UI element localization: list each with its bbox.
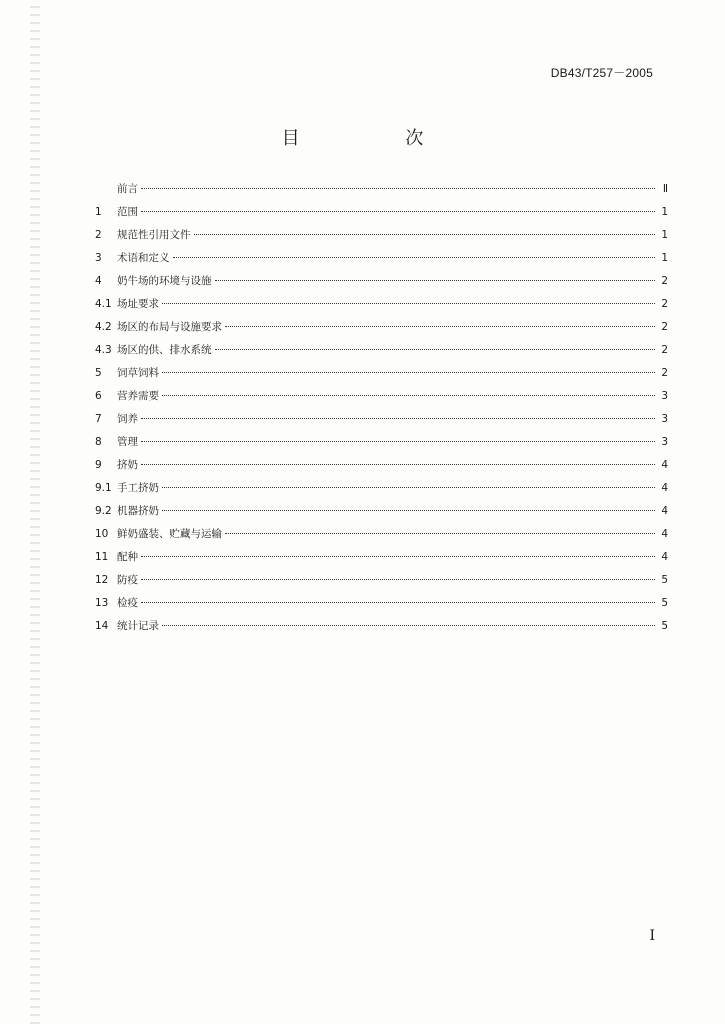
toc-entry-number: 13 <box>95 597 109 609</box>
toc-dot-leader <box>162 303 655 304</box>
standard-code: DB43/T257－2005 <box>550 66 653 80</box>
toc-entry[interactable] <box>95 227 668 250</box>
toc-entry-label: 鲜奶盛装、贮藏与运输 <box>117 528 222 540</box>
toc-entry[interactable] <box>95 549 668 572</box>
toc-entry[interactable] <box>95 342 668 365</box>
toc-entry-label: 奶牛场的环境与设施 <box>117 275 212 287</box>
toc-entry[interactable] <box>95 365 668 388</box>
scan-edge-artifact <box>30 0 40 1024</box>
toc-entry-page: 1 <box>661 206 668 218</box>
toc-dot-leader <box>215 280 656 281</box>
toc-dot-leader <box>141 441 655 442</box>
toc-dot-leader <box>225 326 655 327</box>
toc-entry-number: 4 <box>95 275 102 287</box>
toc-entry-number: 12 <box>95 574 109 586</box>
toc-dot-leader <box>141 556 655 557</box>
toc-title: 目 次 <box>281 128 474 149</box>
toc-dot-leader <box>141 211 655 212</box>
toc-entry-number: 5 <box>95 367 102 379</box>
toc-entry-number: 11 <box>95 551 109 563</box>
toc-entry-page: 4 <box>661 505 668 517</box>
toc-entry-number: 7 <box>95 413 102 425</box>
toc-entry-label: 术语和定义 <box>117 252 170 264</box>
toc-entry-page: 5 <box>661 597 668 609</box>
toc-entry-number: 9.1 <box>95 482 112 494</box>
toc-entry[interactable] <box>95 411 668 434</box>
toc-entry-label: 手工挤奶 <box>117 482 159 494</box>
toc-entry-page: 5 <box>661 574 668 586</box>
toc-entry-number: 1 <box>95 206 102 218</box>
toc-entry-label: 场区的供、排水系统 <box>117 344 212 356</box>
toc-entry-number: 9.2 <box>95 505 112 517</box>
toc-dot-leader <box>162 372 655 373</box>
toc-entry[interactable] <box>95 204 668 227</box>
toc-entry-page: 3 <box>661 390 668 402</box>
toc-entry-page: Ⅱ <box>662 183 668 195</box>
toc-dot-leader <box>173 257 656 258</box>
toc-entry-label: 统计记录 <box>117 620 159 632</box>
toc-dot-leader <box>141 602 655 603</box>
toc-entry-page: 2 <box>661 298 668 310</box>
toc-entry[interactable] <box>95 526 668 549</box>
toc-entry-label: 饲养 <box>117 413 138 425</box>
toc-entry-number: 4.2 <box>95 321 112 333</box>
toc-entry-label: 场址要求 <box>117 298 159 310</box>
table-of-contents <box>95 181 668 641</box>
toc-dot-leader <box>162 487 655 488</box>
toc-entry[interactable] <box>95 296 668 319</box>
toc-entry-page: 5 <box>661 620 668 632</box>
toc-entry-page: 1 <box>661 252 668 264</box>
toc-entry-number: 4.3 <box>95 344 112 356</box>
toc-entry-page: 2 <box>661 367 668 379</box>
toc-entry[interactable] <box>95 434 668 457</box>
toc-entry[interactable] <box>95 250 668 273</box>
toc-entry[interactable] <box>95 388 668 411</box>
toc-entry[interactable] <box>95 181 668 204</box>
toc-dot-leader <box>141 418 655 419</box>
toc-entry-label: 营养需要 <box>117 390 159 402</box>
toc-dot-leader <box>162 625 655 626</box>
toc-entry-page: 1 <box>661 229 668 241</box>
toc-dot-leader <box>194 234 656 235</box>
toc-entry-number: 2 <box>95 229 102 241</box>
toc-entry[interactable] <box>95 480 668 503</box>
toc-dot-leader <box>162 510 655 511</box>
toc-entry-label: 检疫 <box>117 597 138 609</box>
toc-dot-leader <box>141 188 655 189</box>
toc-dot-leader <box>162 395 655 396</box>
toc-entry[interactable] <box>95 595 668 618</box>
toc-entry-page: 4 <box>661 459 668 471</box>
toc-entry[interactable] <box>95 457 668 480</box>
toc-entry-label: 范围 <box>117 206 138 218</box>
toc-entry-page: 3 <box>661 413 668 425</box>
toc-entry[interactable] <box>95 618 668 641</box>
toc-entry-label: 场区的布局与设施要求 <box>117 321 222 333</box>
toc-dot-leader <box>225 533 655 534</box>
toc-entry-page: 2 <box>661 321 668 333</box>
toc-entry[interactable] <box>95 273 668 296</box>
toc-entry-number: 3 <box>95 252 102 264</box>
toc-dot-leader <box>215 349 656 350</box>
toc-entry[interactable] <box>95 319 668 342</box>
toc-entry-number: 10 <box>95 528 109 540</box>
toc-entry-label: 防疫 <box>117 574 138 586</box>
toc-entry-label: 规范性引用文件 <box>117 229 191 241</box>
toc-entry-label: 配种 <box>117 551 138 563</box>
toc-entry-number: 4.1 <box>95 298 112 310</box>
toc-entry-page: 4 <box>661 482 668 494</box>
toc-entry-label: 管理 <box>117 436 138 448</box>
toc-entry-number: 6 <box>95 390 102 402</box>
toc-entry-page: 4 <box>661 528 668 540</box>
toc-dot-leader <box>141 464 655 465</box>
toc-dot-leader <box>141 579 655 580</box>
toc-entry-label: 挤奶 <box>117 459 138 471</box>
toc-entry-page: 3 <box>661 436 668 448</box>
toc-entry-page: 2 <box>661 344 668 356</box>
toc-entry-number: 8 <box>95 436 102 448</box>
toc-entry-label: 机器挤奶 <box>117 505 159 517</box>
toc-entry-page: 4 <box>661 551 668 563</box>
toc-entry[interactable] <box>95 572 668 595</box>
toc-entry-number: 14 <box>95 620 109 632</box>
toc-entry-number: 9 <box>95 459 102 471</box>
toc-entry-label: 饲草饲料 <box>117 367 159 379</box>
toc-entry[interactable] <box>95 503 668 526</box>
toc-entry-label: 前言 <box>117 183 138 195</box>
toc-entry-page: 2 <box>661 275 668 287</box>
page-number: I <box>649 928 655 944</box>
